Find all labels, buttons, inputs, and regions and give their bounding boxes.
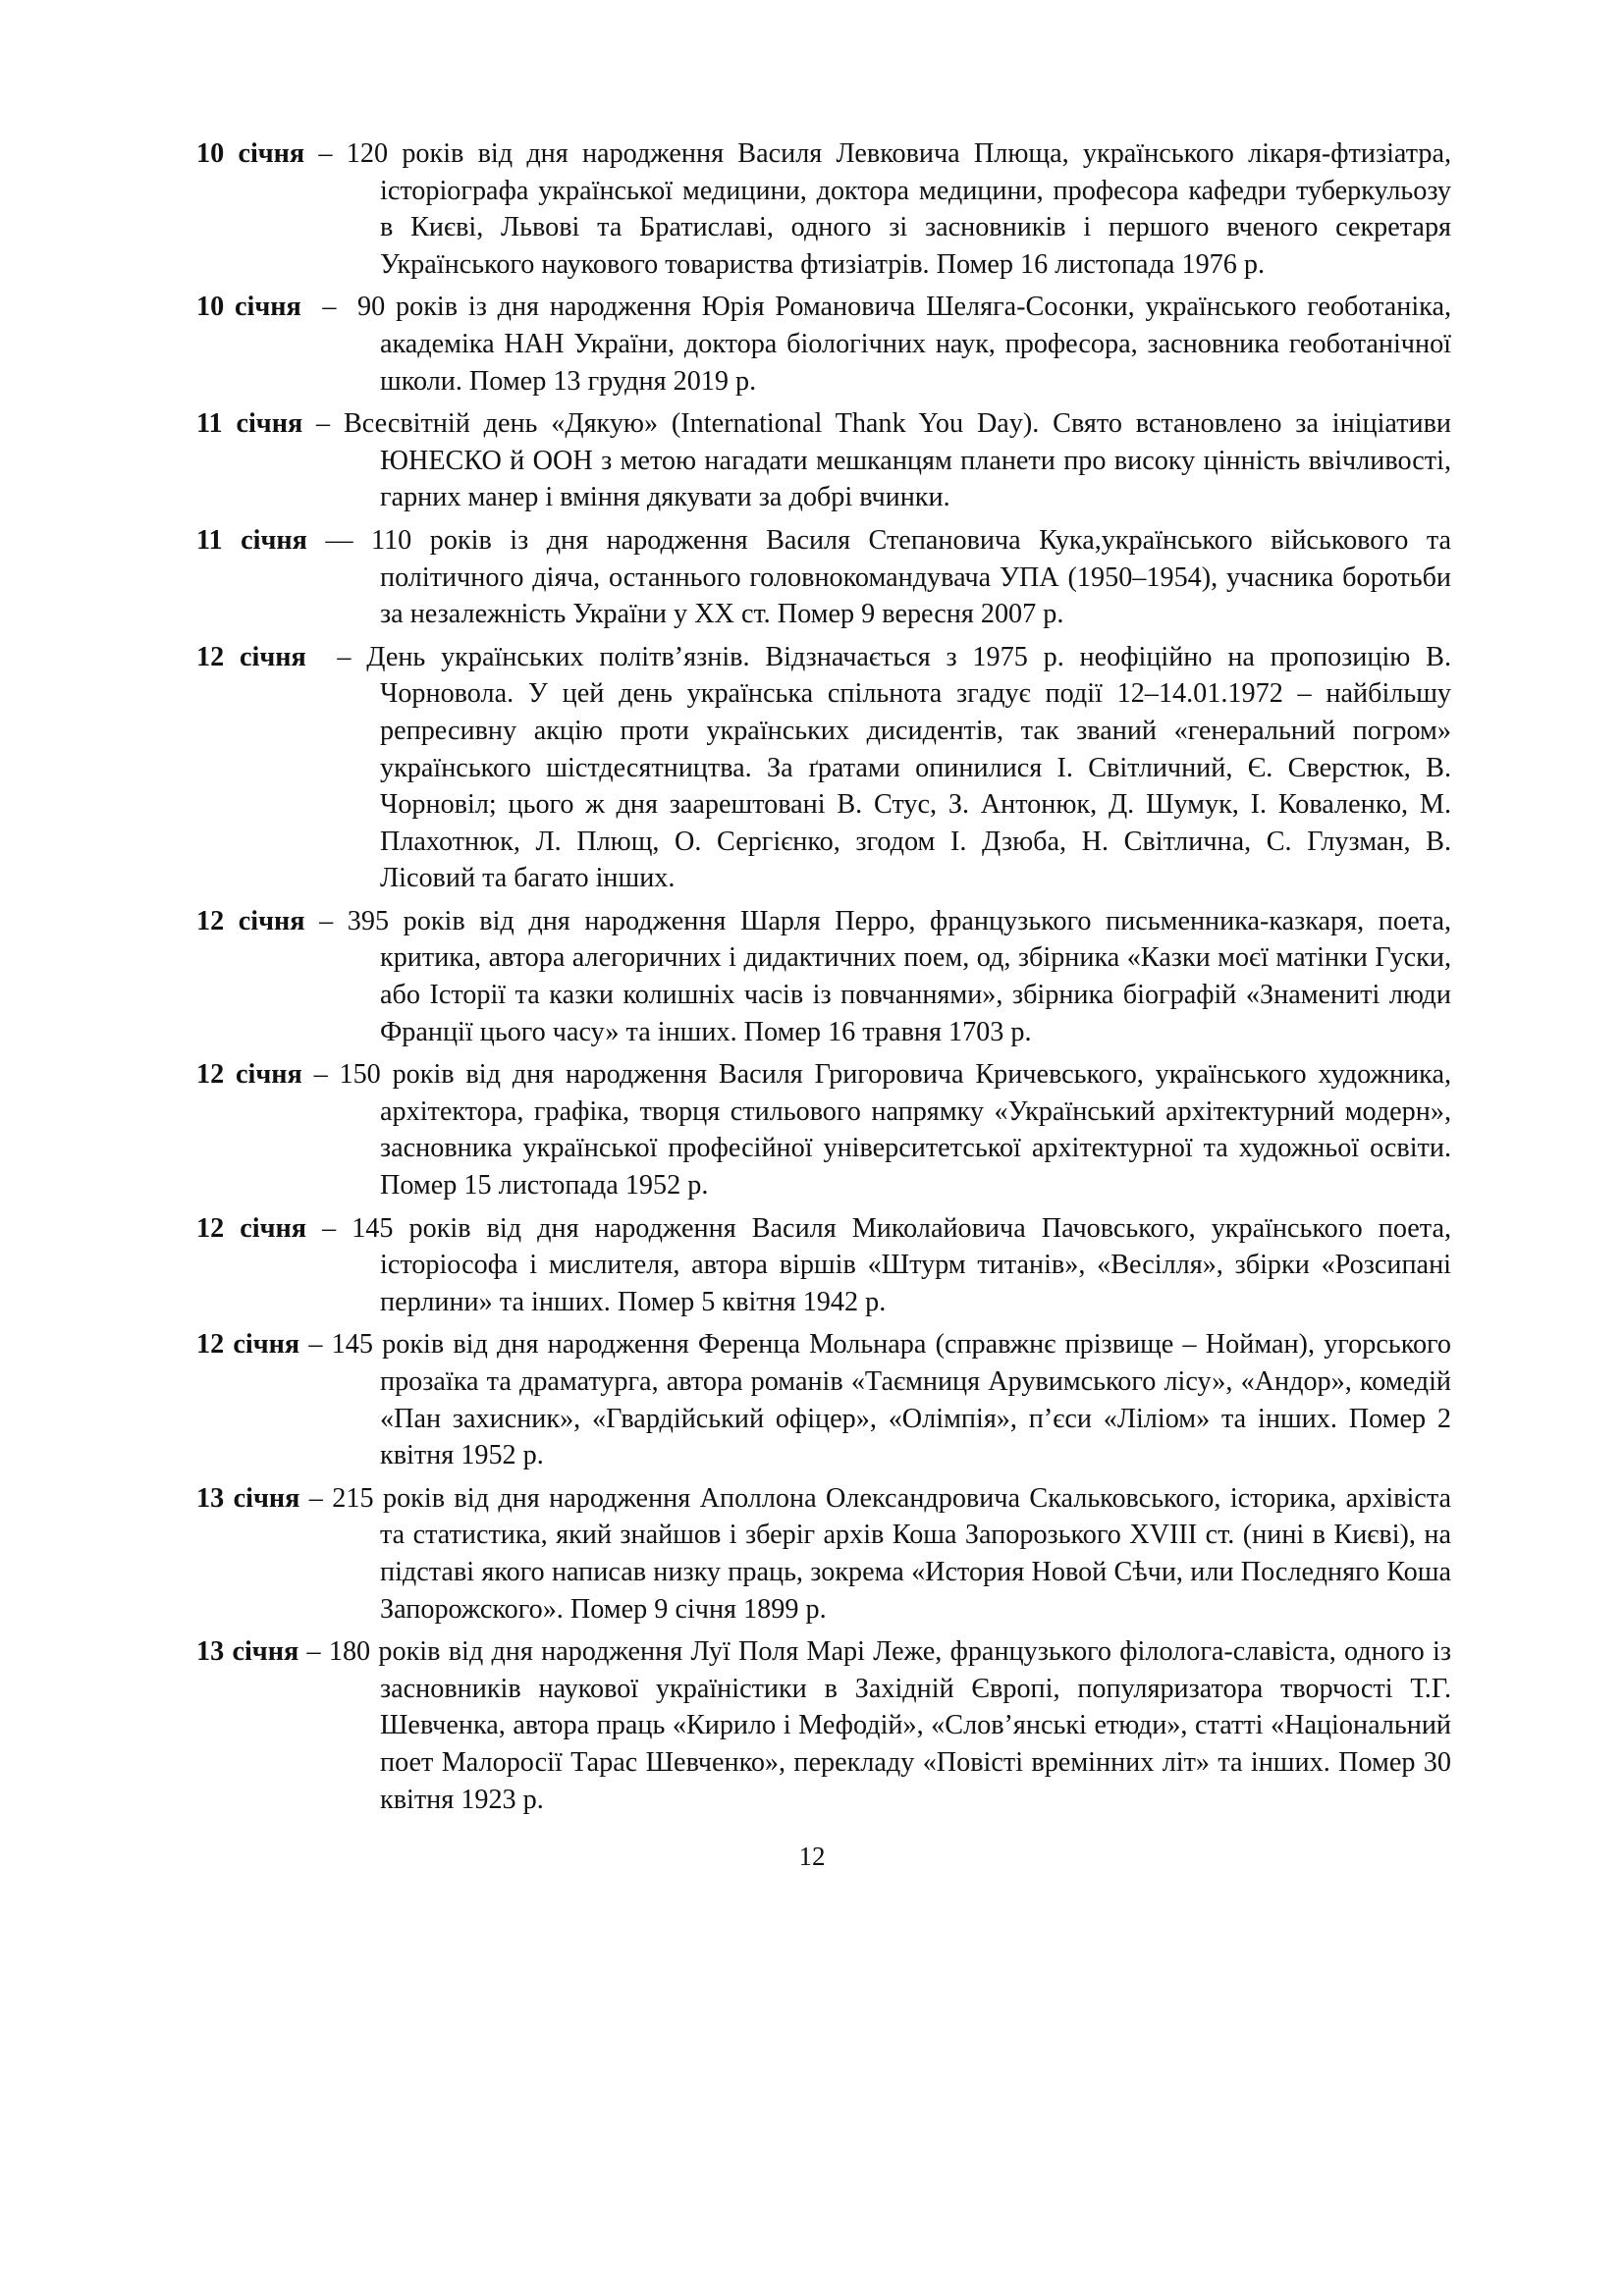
entry-date: 10 січня: [196, 292, 301, 323]
entry-separator: –: [301, 1059, 340, 1091]
entry-separator: –: [299, 1329, 332, 1361]
page-content: [196, 135, 1451, 1824]
entry-text: 180 років від дня народження Луї Поля Марі Леже, французького філолога-славіста, одного із засновників наукової україністики в Західній Європі, популяризатора творчості Т.Г. Шевченка, автора праць «Кирило і Мефодій», «Слов’янські етюди», статті «Національний поет Малоросії Тарас Шевченко», перекладу «Повісті времінних літ» та інших. Помер 30 квітня 1923 р.: [328, 1636, 1452, 1815]
calendar-entry: [196, 522, 1451, 633]
entry-separator: –: [298, 1636, 329, 1668]
entry-separator: –: [299, 1482, 333, 1514]
entry-text: 215 років від дня народження Аполлона Олександровича Скальковського, історика, архівіста та статистика, який знайшов і зберіг архів Коша Запорозького XVIII ст. (нині в Києві), на підставі якого написав низку праць, зокрема «История Новой Сѣчи, или Последняго Коша Запорожского». Помер 9 січня 1899 р.: [332, 1482, 1451, 1625]
entry-separator: –: [304, 138, 347, 169]
entry-separator: —: [306, 524, 372, 556]
entry-separator: –: [305, 1212, 352, 1244]
entry-date: 10 січня: [196, 138, 305, 169]
entry-separator: –: [305, 641, 367, 672]
entry-date: 12 січня: [196, 905, 305, 936]
calendar-entry: [196, 1210, 1451, 1321]
entry-date: 11 січня: [196, 408, 303, 440]
entry-text: День українських політв’язнів. Відзначається з 1975 р. неофіційно на пропозицію В. Чорновола. У цей день українська спільнота згадує події 12–14.01.1972 – найбільшу репресивну акцію проти українських дисидентів, так званий «генеральний погром» українського шістдесятництва. За ґратами опинилися І. Світличний, Є. Сверстюк, В. Чорновіл; цього ж дня заарештовані В. Стус, З. Антонюк, Д. Шумук, І. Коваленко, М. Плахотнюк, Л. Плющ, О. Сергієнко, згодом І. Дзюба, Н. Світлична, С. Глузман, В. Лісовий та багато інших.: [366, 641, 1452, 894]
calendar-entry: [196, 1326, 1451, 1473]
entry-separator: –: [302, 408, 344, 440]
entry-text: 145 років від дня народження Василя Миколайовича Пачовського, українського поета, історіософа і мислителя, автора віршів «Штурм титанів», «Весілля», збірки «Розсипані перлини» та інших. Помер 5 квітня 1942 р.: [352, 1212, 1452, 1317]
entry-text: 145 років від дня народження Ференца Мольнара (справжнє прізвище – Нойман), угорського прозаїка та драматурга, автора романів «Таємниця Арувимського лісу», «Андор», комедій «Пан захисник», «Гвардійський офіцер», «Олімпія», п’єси «Ліліом» та інших. Помер 2 квітня 1952 р.: [331, 1329, 1452, 1471]
page-number: 12: [798, 1842, 826, 1871]
entry-text: 120 років від дня народження Василя Левковича Плюща, українського лікаря-фтизіатра, історіографа української медицини, доктора медицини, професора кафедри туберкульозу в Києві, Львові та Братиславі, одного зі засновників і першого вченого секретаря Українського наукового товариства фтизіатрів. Помер 16 листопада 1976 р.: [346, 138, 1452, 280]
entry-text: 150 років від дня народження Василя Григоровича Кричевського, українського художника, архітектора, графіка, творця стильового напрямку «Український архітектурний модерн», засновника української професійної університетської архітектурної та художньої освіти. Помер 15 листопада 1952 р.: [339, 1059, 1452, 1201]
calendar-entry: [196, 903, 1451, 1050]
entry-text: 90 років із дня народження Юрія Романовича Шеляга-Сосонки, українського геоботаніка, академіка НАН України, доктора біологічних наук, професора, засновника геоботанічної школи. Помер 13 грудня 2019 р.: [357, 292, 1452, 397]
entry-date: 12 січня: [196, 641, 306, 672]
entry-text: Всесвітній день «Дякую» (International Thank You Day). Свято встановлено за ініціативи ЮНЕСКО й ООН з метою нагадати мешканцям планети про високу цінність ввічливості, гарних манер і вміння дякувати за добрі вчинки.: [343, 408, 1451, 513]
entry-date: 12 січня: [196, 1212, 306, 1244]
entry-date: 12 січня: [196, 1329, 300, 1361]
entry-date: 12 січня: [196, 1059, 302, 1091]
calendar-entry: [196, 1480, 1451, 1628]
entry-date: 13 січня: [196, 1636, 299, 1668]
entry-text: 110 років із дня народження Василя Степановича Кука,українського військового та політичного діяча, останнього головнокомандувача УПА (1950–1954), учасника боротьби за незалежність України у ХХ ст. Помер 9 вересня 2007 р.: [371, 524, 1451, 630]
entry-text: 395 років від дня народження Шарля Перро, французького письменника-казкаря, поета, критика, автора алегоричних і дидактичних поем, од, збірника «Казки моєї матінки Гуски, або Історії та казки колишніх часів із повчаннями», збірника біографій «Знамениті люди Франції цього часу» та інших. Помер 16 травня 1703 р.: [347, 905, 1452, 1047]
calendar-entry: [196, 135, 1451, 283]
entry-date: 13 січня: [196, 1482, 300, 1514]
entry-separator: –: [304, 905, 348, 936]
calendar-entry: [196, 405, 1451, 516]
entry-date: 11 січня: [196, 524, 307, 556]
calendar-entry: [196, 639, 1451, 897]
calendar-entry: [196, 1056, 1451, 1203]
entry-separator: –: [300, 292, 358, 323]
calendar-entry: [196, 289, 1451, 400]
calendar-entry: [196, 1633, 1451, 1818]
